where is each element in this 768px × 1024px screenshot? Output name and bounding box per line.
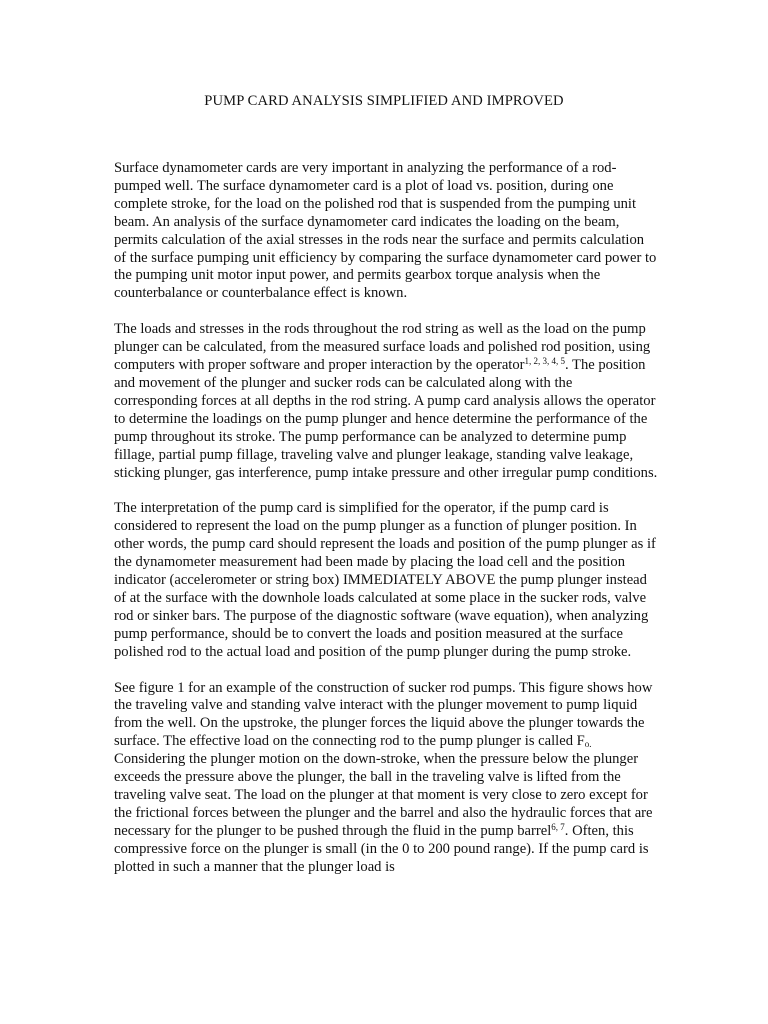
reference-superscript: 6, 7	[551, 821, 565, 832]
document-title: PUMP CARD ANALYSIS SIMPLIFIED AND IMPROVED	[204, 93, 564, 109]
paragraph-pump-card-interpretation: The interpretation of the pump card is simplified for the operator, if the pump card is considered to represent the load on the pump plunger as a function of plunger position. In other words, the pump card should represent the loads and position of the pump plunger as if the dynamometer measurement had been made by placing the load cell and the position indicator (accelerometer or string box) IMMEDIATELY ABOVE the pump plunger instead of at the surface with the downhole loads calculated at some place in the sucker rods, valve rod or sinker bars. The purpose of the diagnostic software (wave equation), when analyzing pump performance, should be to convert the loads and position measured at the surface polished rod to the actual load and position of the pump plunger during the pump stroke.	[114, 500, 656, 660]
paragraph-figure-reference	[114, 680, 659, 877]
paragraph-text: The loads and stresses in the rods throughout the rod string as well as the load on the pump plunger can be calculated, from the measured surface loads and polished rod position, using computers with proper software and proper interaction by the operator	[114, 321, 651, 374]
paragraph-text: . Often, this compressive force on the plunger is small (in the 0 to 200 pound range). If the pump card is plotted in such a manner that the plunger load is	[114, 822, 649, 875]
document-body	[114, 160, 659, 895]
subscript-label: o.	[584, 739, 592, 750]
paragraph-rod-string-loads	[114, 321, 659, 482]
paragraph-surface-dynamometer: Surface dynamometer cards are very important in analyzing the performance of a rod-pumped well. The surface dynamometer card is a plot of load vs. position, during one complete stroke, for the load on the polished rod that is suspended from the pumping unit beam. An analysis of the surface dynamometer card indicates the loading on the beam, permits calculation of the axial stresses in the rods near the surface and permits calculation of the surface pumping unit efficiency by comparing the surface dynamometer card power to the pumping unit motor input power, and permits gearbox torque analysis when the counterbalance or counterbalance effect is known.	[114, 160, 657, 302]
paragraph-text: . The position and movement of the plunger and sucker rods can be calculated along with the corresponding forces at all depths in the rod string. A pump card analysis allows the operator to determine the loadings on the pump plunger and hence determine the performance of the pump throughout its stroke. The pump performance can be analyzed to determine pump fillage, partial pump fillage, traveling valve and plunger leakage, standing valve leakage, sticking plunger, gas interference, pump intake pressure and other irregular pump conditions.	[114, 357, 658, 481]
paragraph-text: See figure 1 for an example of the construction of sucker rod pumps. This figure shows how the traveling valve and standing valve interact with the plunger movement to pump liquid from the well. On the upstroke, the plunger forces the liquid above the plunger towards the surface. The effective load on the connecting rod to the pump plunger is called F	[114, 679, 653, 750]
reference-superscript: 1, 2, 3, 4, 5	[524, 356, 566, 367]
paragraph-text: Considering the plunger motion on the down-stroke, when the pressure below the plunger exceeds the pressure above the plunger, the ball in the traveling valve is lifted from the traveling valve seat. The load on the plunger at that moment is very close to zero except for the frictional forces between the plunger and the barrel and also the hydraulic forces that are necessary for the plunger to be pushed through the fluid in the pump barrel	[114, 751, 653, 839]
